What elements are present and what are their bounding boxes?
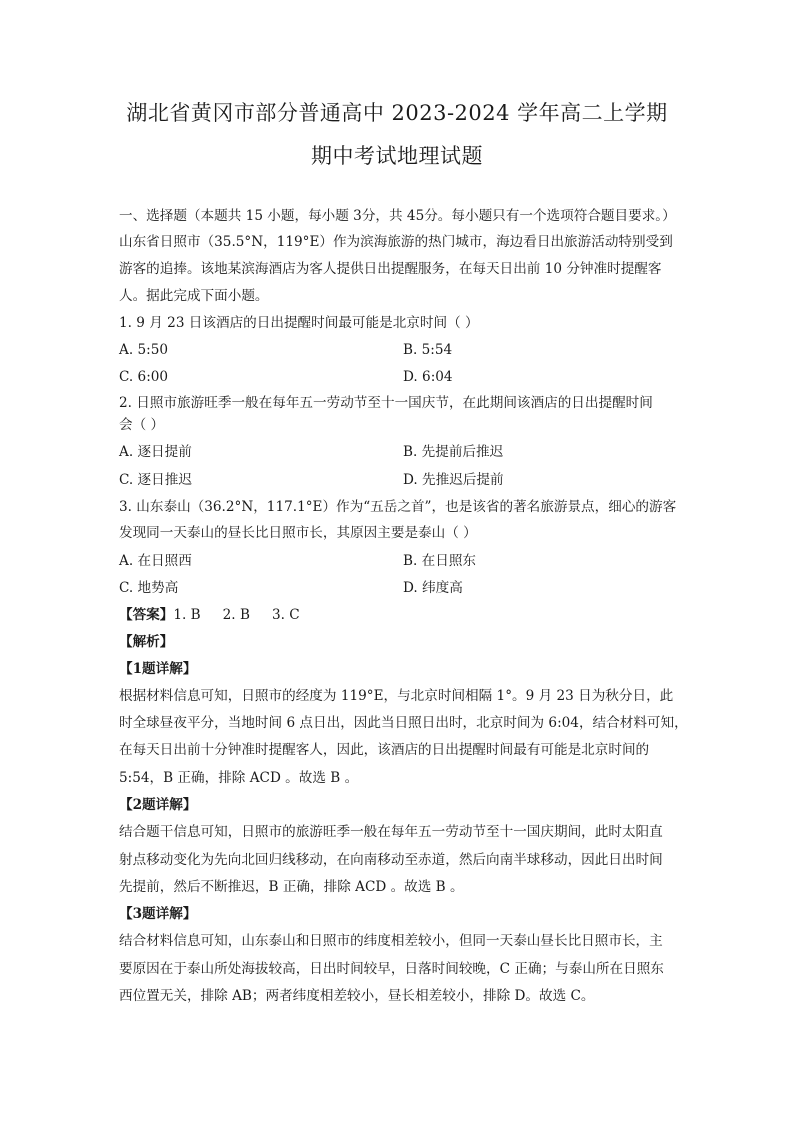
detail-1-label: 【1题详解】 <box>119 661 197 677</box>
question-1-text: 1. 9 月 23 日该酒店的日出提醒时间最可能是北京时间（ ） <box>119 315 479 331</box>
question-2-option-d: D. 先推迟后提前 <box>403 472 504 488</box>
detail-3-line-1: 结合材料信息可知，山东泰山和日照市的纬度相差较小，但同一天泰山昼长比日照市长，主 <box>119 933 663 949</box>
question-1-option-a: A. 5:50 <box>119 342 168 358</box>
section-header: 一、选择题（本题共 15 小题，每小题 3分，共 45分。每小题只有一个选项符合题目要求。） <box>119 208 676 224</box>
detail-3-line-2: 要原因在于泰山所处海拔较高，日出时间较早，日落时间较晚，C 正确；与泰山所在日照东 <box>119 961 664 977</box>
detail-2-line-3: 先提前，然后不断推迟，B 正确，排除 ACD 。故选 B 。 <box>119 879 464 895</box>
answer-label: 【答案】 <box>119 607 174 623</box>
detail-1-line-1: 根据材料信息可知，日照市的经度为 119°E，与北京时间相隔 1°。9 月 23 日为秋分日，此 <box>119 688 674 704</box>
question-2-line-2: 会（ ） <box>119 417 165 433</box>
question-2-option-a: A. 逐日提前 <box>119 444 192 460</box>
answer-2: 2. B <box>222 607 250 623</box>
question-1-option-d: D. 6:04 <box>403 369 453 385</box>
answer-line <box>119 606 679 624</box>
detail-3-line-3: 西位置无关，排除 AB；两者纬度相差较小，昼长相差较小，排除 D。故选 C。 <box>119 988 595 1004</box>
answer-1: 1. B <box>173 607 201 623</box>
question-1-option-c: C. 6:00 <box>119 369 169 385</box>
stem-line-2: 游客的追捧。该地某滨海酒店为客人提供日出提醒服务，在每天日出前 10 分钟准时提醒客 <box>119 261 662 277</box>
detail-1-line-2: 时全球昼夜平分，当地时间 6 点日出，因此当日照日出时，北京时间为 6:04，结合材料可知， <box>119 715 688 731</box>
question-2-option-c: C. 逐日推迟 <box>119 472 192 488</box>
question-2-line-1: 2. 日照市旅游旺季一般在每年五一劳动节至十一国庆节，在此期间该酒店的日出提醒时间 <box>119 395 653 411</box>
analysis-label: 【解析】 <box>119 634 174 650</box>
stem-line-1: 山东省日照市（35.5°N，119°E）作为滨海旅游的热门城市，海边看日出旅游活动特别受到 <box>119 234 673 250</box>
question-3-option-d: D. 纬度高 <box>403 580 463 596</box>
question-2-option-b: B. 先提前后推迟 <box>403 444 504 460</box>
detail-2-line-2: 射点移动变化为先向北回归线移动，在向南移动至赤道，然后向南半球移动，因此日出时间 <box>119 852 663 868</box>
question-3-option-c: C. 地势高 <box>119 580 179 596</box>
detail-1-line-4: 5:54，B 正确，排除 ACD 。故选 B 。 <box>119 770 359 786</box>
stem-line-3: 人。据此完成下面小题。 <box>119 288 269 304</box>
detail-3-label: 【3题详解】 <box>119 906 197 922</box>
detail-2-label: 【2题详解】 <box>119 797 197 813</box>
document-title-line-2: 期中考试地理试题 <box>311 144 483 168</box>
question-1-option-b: B. 5:54 <box>403 342 453 358</box>
answer-3: 3. C <box>271 607 300 623</box>
question-3-option-a: A. 在日照西 <box>119 553 192 569</box>
detail-1-line-3: 在每天日出前十分钟准时提醒客人，因此，该酒店的日出提醒时间最有可能是北京时间的 <box>119 742 650 758</box>
question-3-line-1: 3. 山东泰山（36.2°N，117.1°E）作为“五岳之首”，也是该省的著名旅游景点，细心的游客 <box>119 499 677 515</box>
document-title-line-1: 湖北省黄冈市部分普通高中 2023-2024 学年高二上学期 <box>126 101 668 125</box>
question-3-option-b: B. 在日照东 <box>403 553 477 569</box>
question-3-line-2: 发现同一天泰山的昼长比日照市长，其原因主要是泰山（ ） <box>119 525 477 541</box>
detail-2-line-1: 结合题干信息可知，日照市的旅游旺季一般在每年五一劳动节至十一国庆期间，此时太阳直 <box>119 824 663 840</box>
